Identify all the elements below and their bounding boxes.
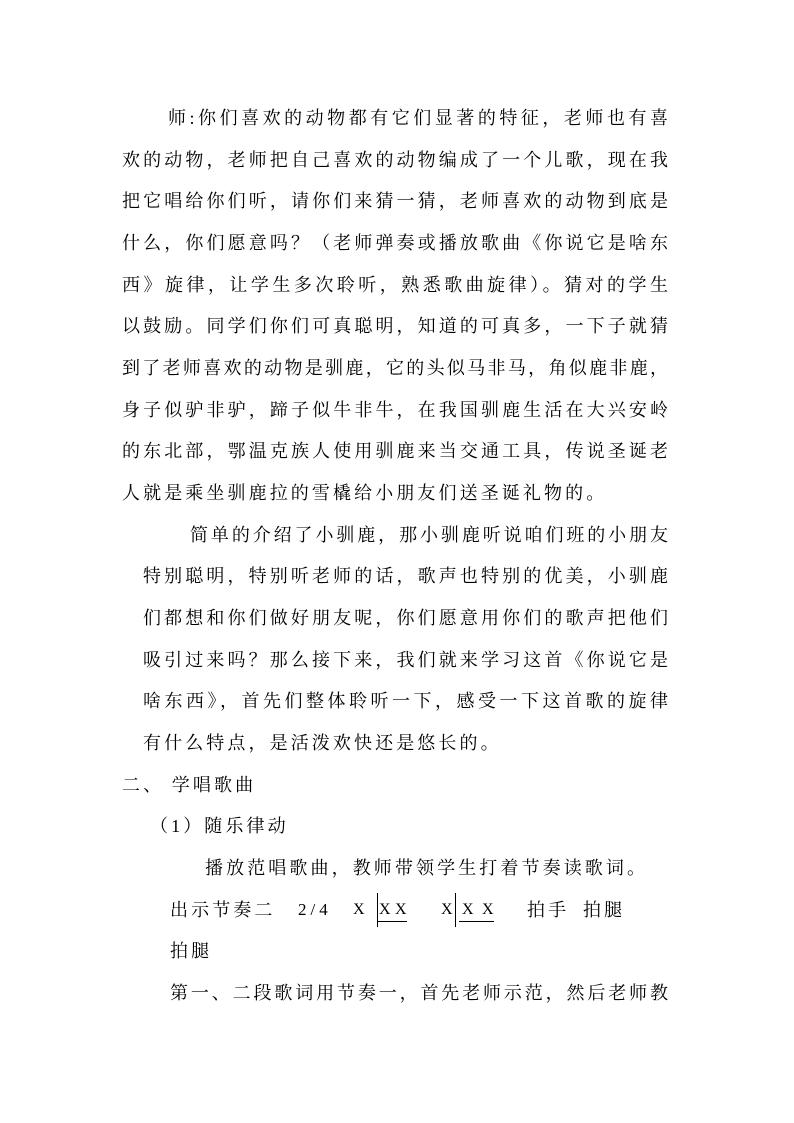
instruction-text: 播放范唱歌曲，教师带领学生打着节奏读歌词。	[205, 858, 649, 878]
section-heading: 二、 学唱歌曲	[122, 775, 257, 795]
action-label-continuation: 拍腿	[170, 941, 213, 961]
paragraph-line: 西》旋律，让学生多次聆听，熟悉歌曲旋律）。猜对的学生	[122, 275, 670, 295]
time-signature: 2/4	[298, 900, 332, 919]
paragraph-line: 师:你们喜欢的动物都有它们显著的特征，老师也有喜	[168, 108, 670, 128]
paragraph-line: 欢的动物，老师把自己喜欢的动物编成了一个儿歌，现在我	[122, 150, 670, 170]
rhythm-note: X	[462, 901, 474, 918]
paragraph-line: 简单的介绍了小驯鹿，那小驯鹿听说咱们班的小朋友	[190, 525, 670, 545]
rhythm-note: X	[441, 901, 453, 918]
paragraph-line: 人就是乘坐驯鹿拉的雪橇给小朋友们送圣诞礼物的。	[122, 483, 608, 503]
rhythm-note: X	[353, 901, 365, 918]
paragraph-line: 到了老师喜欢的动物是驯鹿，它的头似马非马，角似鹿非鹿，	[122, 358, 670, 378]
action-label: 拍腿	[583, 900, 626, 920]
rhythm-label: 出示节奏二	[170, 900, 276, 920]
beam-underline	[377, 921, 407, 922]
barline	[455, 893, 456, 927]
paragraph-line: 有什么特点，是活泼欢快还是悠长的。	[143, 733, 502, 753]
rhythm-note: X	[395, 901, 407, 918]
beam-underline	[459, 921, 494, 922]
rhythm-note: X	[482, 901, 494, 918]
paragraph-line: 以鼓励。同学们你们可真聪明，知道的可真多，一下子就猜	[122, 316, 670, 336]
paragraph-line: 什么，你们愿意吗？（老师弹奏或播放歌曲《你说它是啥东	[122, 233, 670, 253]
paragraph-line: 吸引过来吗？那么接下来，我们就来学习这首《你说它是	[143, 650, 670, 670]
paragraph-line: 特别聪明，特别听老师的话，歌声也特别的优美，小驯鹿	[143, 566, 670, 586]
action-label: 拍手	[527, 900, 570, 920]
paragraph-line: 啥东西》，首先们整体聆听一下，感受一下这首歌的旋律	[143, 691, 670, 711]
paragraph-line: 们都想和你们做好朋友呢，你们愿意用你们的歌声把他们	[143, 608, 670, 628]
paragraph-line: 把它唱给你们听，请你们来猜一猜，老师喜欢的动物到底是	[122, 191, 670, 211]
paragraph-line: 的东北部，鄂温克族人使用驯鹿来当交通工具，传说圣诞老	[122, 441, 670, 461]
subsection-heading: （1）随乐律动	[150, 816, 289, 836]
rhythm-note: X	[379, 901, 391, 918]
paragraph-line: 身子似驴非驴，蹄子似牛非牛，在我国驯鹿生活在大兴安岭	[122, 400, 670, 420]
paragraph-line: 第一、二段歌词用节奏一，首先老师示范，然后老师教	[170, 983, 670, 1003]
